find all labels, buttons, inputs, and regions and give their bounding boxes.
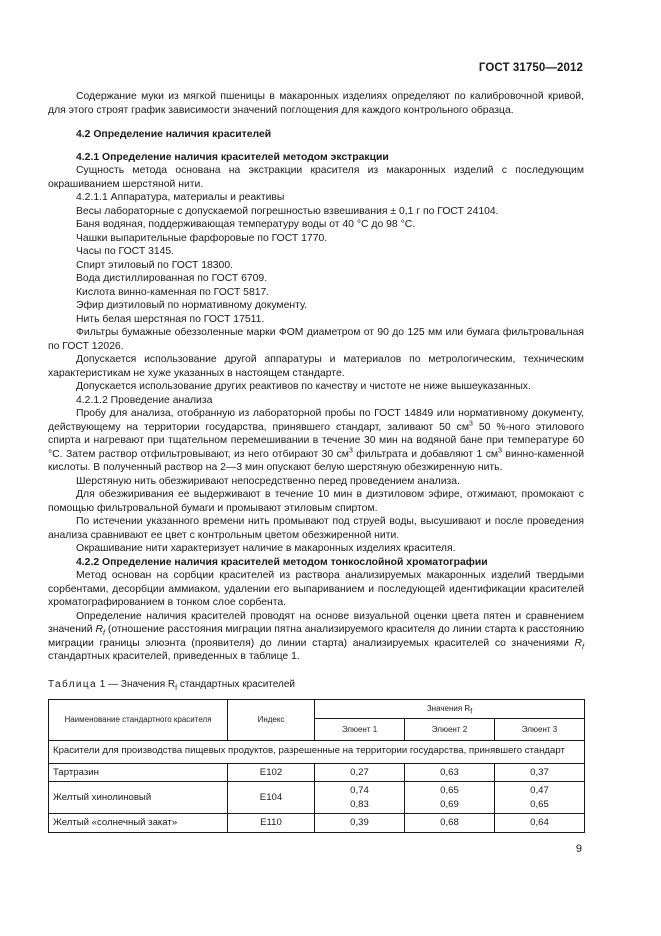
- subsection-heading-4-2-2: 4.2.2 Определение наличия красителей методом тонкослойной хроматографии: [76, 556, 488, 568]
- header-values: [315, 700, 585, 719]
- list-item: Фильтры бумажные обеззоленные марки ФОМ диаметром от 90 до 125 мм или бумага фильтровальная по ГОСТ 12026.: [48, 327, 584, 352]
- table-header-row: [49, 700, 585, 719]
- header-index: Индекс: [228, 700, 315, 741]
- text-run: (отношение расстояния миграции пятна анализируемого красителя до линии старта к расстоянию миграции границы элюэнта (проявителя) до линии старта) анализируемых красителей со значениями: [48, 624, 584, 649]
- list-item: Чашки выпарительные фарфоровые по ГОСТ 1770.: [76, 232, 328, 244]
- text-run: 50 %-ного этилового спирта и нагревают при тщательном перемешивании в течение 30 мин на водяной бане при температуре 60 °С. Затем раствор отфильтровывают, из него отбирают 30 см: [48, 421, 584, 460]
- rf-subscript: f: [103, 630, 105, 638]
- table-row: [49, 814, 585, 833]
- table-caption-tail: стандартных красителей: [177, 678, 295, 690]
- list-item: Часы по ГОСТ 3145.: [76, 246, 175, 257]
- text-run: фильтрата и добавляют 1 см: [352, 448, 499, 460]
- list-item: Весы лабораторные с допускаемой погрешностью взвешивания ± 0,1 г по ГОСТ 24104.: [76, 205, 499, 217]
- paragraph: Шерстяную нить обезжиривают непосредственно перед проведением анализа.: [76, 475, 460, 487]
- document-body: [48, 90, 584, 833]
- index-cell: Е102: [228, 763, 315, 782]
- list-item: Кислота винно-каменная по ГОСТ 5817.: [76, 286, 270, 298]
- text-run: стандартных красителей, приведенных в таблице 1.: [48, 651, 300, 662]
- paragraph: Для обезжиривания ее выдерживают в течение 10 мин в диэтиловом эфире, отжимают, промокают с помощью фильтровальной бумаги и промывают этиловым спиртом.: [48, 489, 584, 514]
- index-cell: Е104: [228, 782, 315, 814]
- list-item: Спирт этиловый по ГОСТ 18300.: [76, 259, 233, 271]
- paragraph: Допускается использование другой аппаратуры и материалов по метрологическим, техническим характеристикам не хуже указанных в настоящем стандарте.: [48, 354, 584, 379]
- paragraph: [48, 610, 584, 664]
- eluent-1-cell: [315, 782, 405, 814]
- dye-name-cell: Желтый хинолиновый: [49, 782, 228, 814]
- document-code-header: ГОСТ 31750—2012: [478, 62, 583, 74]
- table-row: [49, 763, 585, 782]
- rf-symbol: [575, 638, 584, 649]
- paragraph: [48, 407, 584, 475]
- table-caption-label: Таблица: [48, 678, 98, 690]
- subsection-heading-4-2-1: 4.2.1 Определение наличия красителей методом экстракции: [76, 151, 389, 163]
- table-caption-text: 1 — Значения R: [97, 678, 176, 690]
- header-dye-name: Наименование стандартного красителя: [49, 700, 228, 741]
- text-run: Пробу для анализа, отобранную из лабораторной пробы по ГОСТ 14849 или нормативному документу, действующему на территории государства, принявшего стандарт, заливают 50 см: [48, 408, 584, 433]
- eluent-1-cell: 0,39: [315, 814, 405, 833]
- eluent-2-cell: [404, 782, 494, 814]
- paragraph: Метод основан на сорбции красителей из раствора анализируемых макаронных изделий твердыми сорбентами, десорбции аммиаком, удалении его выпариванием и последующей идентификации красителей хроматографированием в тонком слое сорбента.: [48, 570, 584, 608]
- cell-value: 0,47: [530, 785, 549, 796]
- list-item: Эфир диэтиловый по нормативному документу.: [76, 300, 308, 311]
- dye-name-cell: Тартразин: [49, 763, 228, 782]
- header-eluent-3: Элюент 3: [494, 719, 584, 741]
- list-item: Баня водяная, поддерживающая температуру воды от 40 °С до 98 °С.: [76, 219, 416, 230]
- eluent-2-cell: 0,63: [404, 763, 494, 782]
- superscript: 3: [498, 447, 502, 455]
- table-row: [49, 782, 585, 814]
- paragraph: Окрашивание нити характеризует наличие в макаронных изделиях красителя.: [76, 543, 456, 554]
- text-run: Определение наличия красителей проводят на основе визуальной оценки цвета пятен и сравнением значений: [48, 610, 584, 635]
- cell-value: 0,83: [350, 798, 369, 810]
- table-category-row: [49, 741, 585, 764]
- list-item: Нить белая шерстяная по ГОСТ 17511.: [76, 313, 265, 325]
- cell-value: 0,74: [350, 785, 369, 796]
- eluent-3-cell: 0,37: [494, 763, 584, 782]
- paragraph: Сущность метода основана на экстракции красителя из макаронных изделий с последующим окрашиванием шерстяной нити.: [48, 165, 584, 190]
- category-cell: Красители для производства пищевых продуктов, разрешенные на территории государства, принявшего стандарт: [49, 741, 585, 764]
- text-run: винно-каменной кислоты. В полученный раствор на 2—3 мин опускают белую шерстяную обезжиренную нить.: [48, 448, 585, 473]
- superscript: 3: [348, 447, 353, 455]
- rf-letter: R: [95, 624, 104, 635]
- clause-heading-4-2-1-2: 4.2.1.2 Проведение анализа: [76, 394, 213, 406]
- list-item: Вода дистиллированная по ГОСТ 6709.: [76, 273, 268, 284]
- header-values-label: Значения R: [426, 704, 471, 713]
- index-cell: Е110: [228, 814, 315, 833]
- header-values-subscript: f: [470, 708, 473, 716]
- clause-heading-4-2-1-1: 4.2.1.1 Аппаратура, материалы и реактивы: [76, 192, 285, 203]
- table-caption: [48, 678, 584, 692]
- dye-name-cell: Желтый «солнечный закат»: [49, 814, 228, 833]
- paragraph: Допускается использование других реактивов по качеству и чистоте не ниже вышеуказанных.: [76, 381, 531, 392]
- superscript: 3: [468, 420, 473, 428]
- header-eluent-2: Элюент 2: [404, 719, 494, 741]
- eluent-1-cell: 0,27: [315, 763, 405, 782]
- section-heading-4-2: 4.2 Определение наличия красителей: [76, 129, 272, 140]
- cell-value: 0,65: [530, 798, 549, 810]
- paragraph: По истечении указанного времени нить промывают под струей воды, высушивают и после проведения анализа сравнивают ее цвет с контрольным цветом обезжиренной нити.: [48, 516, 584, 541]
- rf-letter: R: [574, 637, 583, 649]
- page-number: 9: [575, 843, 582, 855]
- cell-value: 0,69: [440, 798, 459, 810]
- paragraph: Содержание муки из мягкой пшеницы в макаронных изделиях определяют по калибровочной кривой, для этого строят график зависимости значений поглощения для каждого контрольного образца.: [48, 91, 584, 116]
- cell-value: 0,65: [440, 785, 459, 796]
- rf-symbol: [95, 624, 105, 638]
- rf-subscript: f: [582, 643, 584, 651]
- eluent-3-cell: [494, 782, 584, 814]
- header-eluent-1: Элюент 1: [315, 719, 405, 741]
- rf-values-table: [48, 699, 585, 833]
- eluent-3-cell: 0,64: [494, 814, 584, 833]
- eluent-2-cell: 0,68: [404, 814, 494, 833]
- table-caption-subscript: f: [175, 684, 178, 692]
